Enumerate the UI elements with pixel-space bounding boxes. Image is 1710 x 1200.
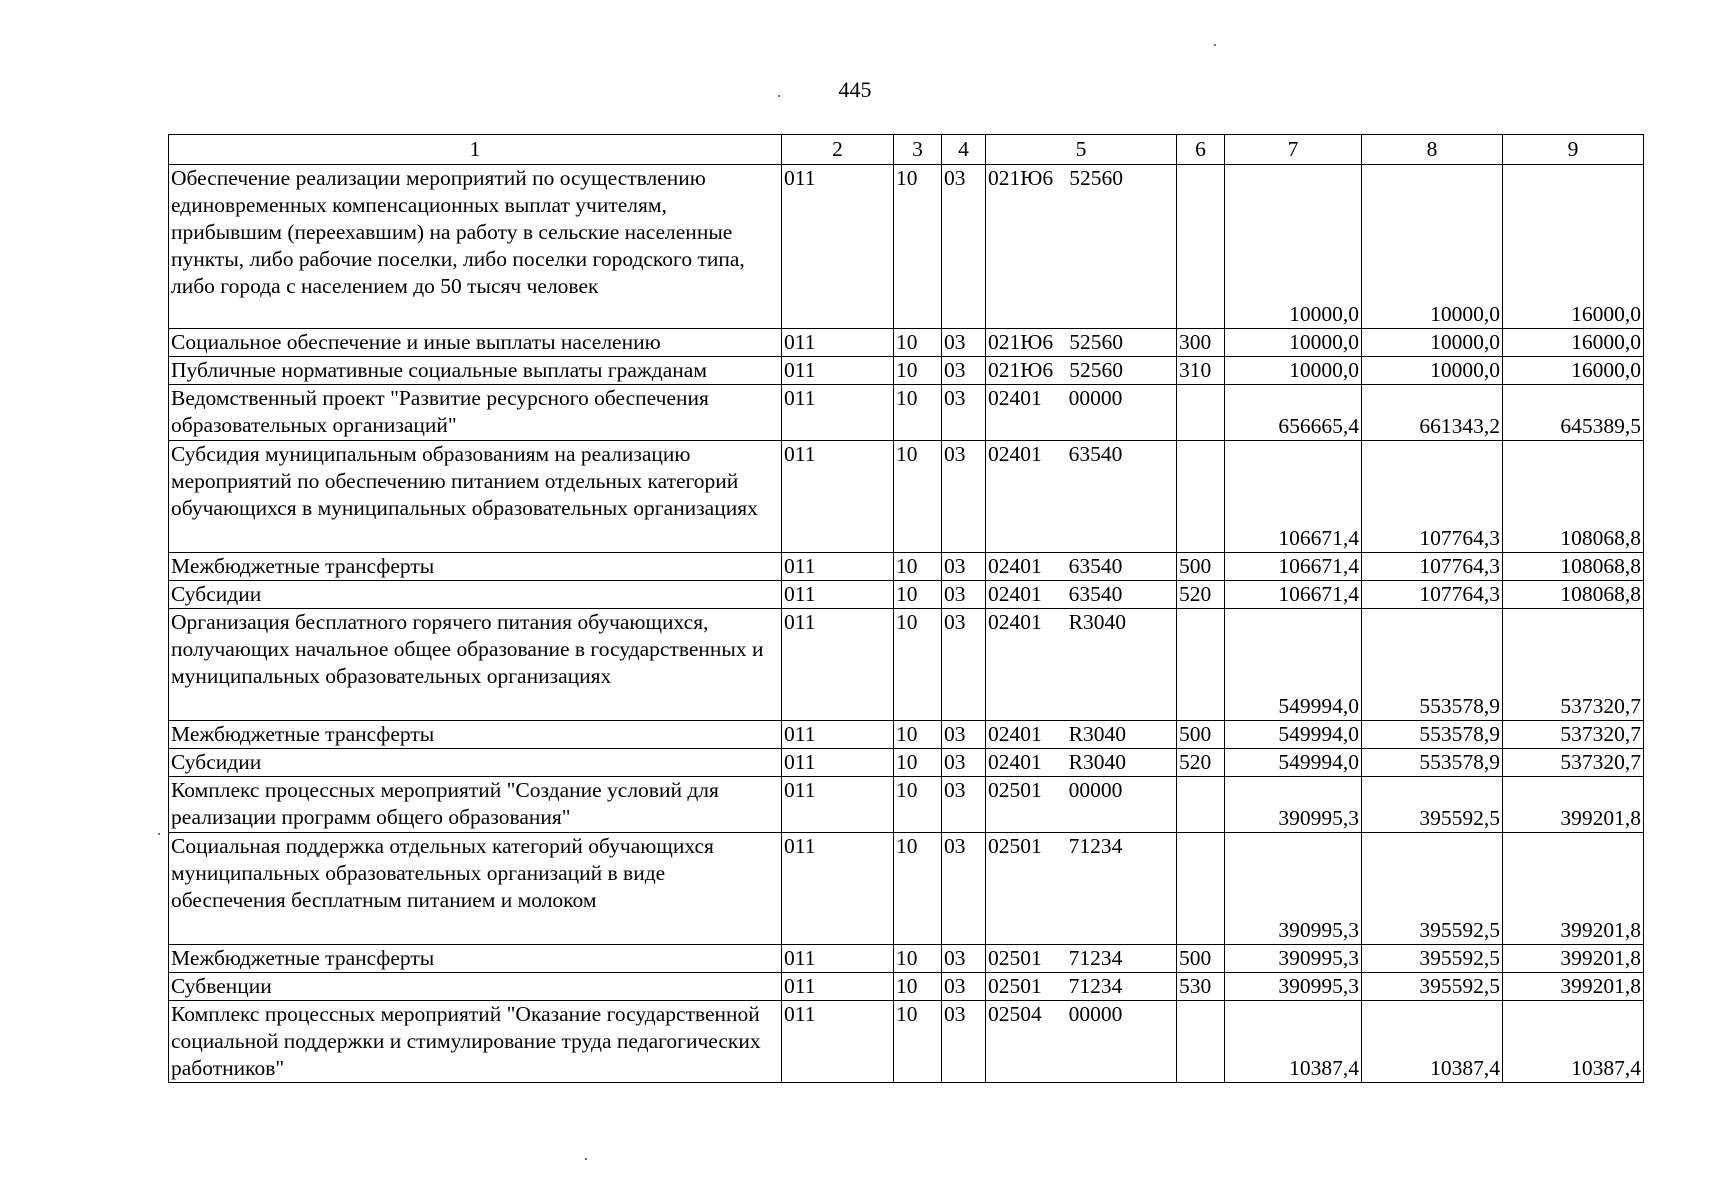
subsection-cell: 03 [942,721,986,749]
row-name-cell: Публичные нормативные социальные выплаты гражданам [169,357,782,385]
column-header: 6 [1177,135,1225,165]
amount-col7-cell: 10387,4 [1225,1001,1362,1083]
target-article-cell: 02401 R3040 [986,749,1177,777]
table-row [169,553,1644,581]
section-cell: 10 [894,553,942,581]
amount-col7-cell: 390995,3 [1225,973,1362,1001]
expense-type-cell: 310 [1177,357,1225,385]
row-name-cell: Ведомственный проект "Развитие ресурсного обеспечения образовательных организаций" [169,385,782,441]
table-row [169,777,1644,833]
section-cell: 10 [894,385,942,441]
table-row [169,609,1644,721]
subsection-cell: 03 [942,973,986,1001]
amount-col9-cell: 108068,8 [1503,441,1644,553]
expense-type-cell [1177,1001,1225,1083]
table-body [169,135,1644,1083]
section-cell: 10 [894,581,942,609]
row-name-cell: Межбюджетные трансферты [169,945,782,973]
table-row [169,1001,1644,1083]
amount-col8-cell: 10000,0 [1362,165,1503,329]
target-article-cell: 02401 63540 [986,553,1177,581]
amount-col9-cell: 537320,7 [1503,749,1644,777]
table-row [169,749,1644,777]
amount-col8-cell: 661343,2 [1362,385,1503,441]
section-cell: 10 [894,973,942,1001]
expense-type-cell [1177,777,1225,833]
table-row [169,945,1644,973]
expense-type-cell: 500 [1177,721,1225,749]
target-article-cell: 02401 63540 [986,441,1177,553]
table-row [169,357,1644,385]
target-article-cell: 021Ю6 52560 [986,329,1177,357]
target-article-cell: 02501 00000 [986,777,1177,833]
ministry-code-cell: 011 [782,441,894,553]
section-cell: 10 [894,945,942,973]
ministry-code-cell: 011 [782,945,894,973]
amount-col9-cell: 537320,7 [1503,609,1644,721]
row-name-cell: Субвенции [169,973,782,1001]
amount-col9-cell: 537320,7 [1503,721,1644,749]
table-row [169,721,1644,749]
amount-col9-cell: 645389,5 [1503,385,1644,441]
expense-type-cell: 530 [1177,973,1225,1001]
amount-col9-cell: 108068,8 [1503,553,1644,581]
column-header: 8 [1362,135,1503,165]
expense-type-cell: 520 [1177,749,1225,777]
amount-col8-cell: 107764,3 [1362,581,1503,609]
table-row [169,581,1644,609]
table-row [169,385,1644,441]
target-article-cell: 021Ю6 52560 [986,357,1177,385]
amount-col8-cell: 395592,5 [1362,973,1503,1001]
amount-col7-cell: 549994,0 [1225,749,1362,777]
expense-type-cell [1177,609,1225,721]
section-cell: 10 [894,1001,942,1083]
expense-type-cell [1177,165,1225,329]
amount-col7-cell: 390995,3 [1225,945,1362,973]
expense-type-cell [1177,441,1225,553]
section-cell: 10 [894,441,942,553]
table-row [169,329,1644,357]
ministry-code-cell: 011 [782,385,894,441]
target-article-cell: 021Ю6 52560 [986,165,1177,329]
amount-col7-cell: 106671,4 [1225,441,1362,553]
row-name-cell: Субсидия муниципальным образованиям на реализацию мероприятий по обеспечению питанием отдельных категорий обучающихся в муниципальных образовательных организациях [169,441,782,553]
subsection-cell: 03 [942,1001,986,1083]
target-article-cell: 02401 R3040 [986,721,1177,749]
subsection-cell: 03 [942,329,986,357]
amount-col9-cell: 399201,8 [1503,833,1644,945]
target-article-cell: 02401 63540 [986,581,1177,609]
expense-type-cell: 500 [1177,553,1225,581]
ministry-code-cell: 011 [782,833,894,945]
ministry-code-cell: 011 [782,357,894,385]
amount-col9-cell: 16000,0 [1503,329,1644,357]
amount-col8-cell: 553578,9 [1362,721,1503,749]
table-row [169,833,1644,945]
scan-speck [1214,44,1216,46]
subsection-cell: 03 [942,581,986,609]
amount-col8-cell: 10000,0 [1362,329,1503,357]
expense-type-cell: 520 [1177,581,1225,609]
column-header-row [169,135,1644,165]
row-name-cell: Межбюджетные трансферты [169,721,782,749]
target-article-cell: 02501 71234 [986,973,1177,1001]
subsection-cell: 03 [942,385,986,441]
row-name-cell: Организация бесплатного горячего питания обучающихся, получающих начальное общее образование в государственных и муниципальных образовательных организациях [169,609,782,721]
ministry-code-cell: 011 [782,777,894,833]
amount-col8-cell: 107764,3 [1362,441,1503,553]
column-header: 1 [169,135,782,165]
row-name-cell: Социальная поддержка отдельных категорий обучающихся муниципальных образовательных организаций в виде обеспечения бесплатным питанием и молоком [169,833,782,945]
subsection-cell: 03 [942,553,986,581]
table-row [169,973,1644,1001]
ministry-code-cell: 011 [782,1001,894,1083]
page-number: 445 [838,77,872,102]
subsection-cell: 03 [942,833,986,945]
amount-col8-cell: 10000,0 [1362,357,1503,385]
subsection-cell: 03 [942,945,986,973]
column-header: 3 [894,135,942,165]
scan-speck [585,1158,587,1160]
section-cell: 10 [894,357,942,385]
amount-col9-cell: 399201,8 [1503,945,1644,973]
amount-col7-cell: 10000,0 [1225,165,1362,329]
subsection-cell: 03 [942,609,986,721]
subsection-cell: 03 [942,357,986,385]
amount-col9-cell: 399201,8 [1503,973,1644,1001]
section-cell: 10 [894,609,942,721]
section-cell: 10 [894,777,942,833]
ministry-code-cell: 011 [782,329,894,357]
ministry-code-cell: 011 [782,721,894,749]
table-row [169,165,1644,329]
amount-col7-cell: 10000,0 [1225,329,1362,357]
ministry-code-cell: 011 [782,749,894,777]
target-article-cell: 02501 71234 [986,945,1177,973]
row-name-cell: Социальное обеспечение и иные выплаты населению [169,329,782,357]
amount-col8-cell: 395592,5 [1362,777,1503,833]
amount-col8-cell: 553578,9 [1362,749,1503,777]
amount-col8-cell: 395592,5 [1362,945,1503,973]
column-header: 5 [986,135,1177,165]
amount-col9-cell: 108068,8 [1503,581,1644,609]
row-name-cell: Комплекс процессных мероприятий "Создание условий для реализации программ общего образования" [169,777,782,833]
expense-type-cell: 300 [1177,329,1225,357]
ministry-code-cell: 011 [782,581,894,609]
target-article-cell: 02501 71234 [986,833,1177,945]
column-header: 7 [1225,135,1362,165]
amount-col7-cell: 549994,0 [1225,609,1362,721]
expense-type-cell [1177,385,1225,441]
subsection-cell: 03 [942,749,986,777]
target-article-cell: 02401 R3040 [986,609,1177,721]
subsection-cell: 03 [942,165,986,329]
row-name-cell: Субсидии [169,581,782,609]
amount-col7-cell: 390995,3 [1225,833,1362,945]
expense-type-cell [1177,833,1225,945]
column-header: 4 [942,135,986,165]
scan-speck [778,95,780,97]
column-header: 2 [782,135,894,165]
expense-type-cell: 500 [1177,945,1225,973]
section-cell: 10 [894,329,942,357]
ministry-code-cell: 011 [782,973,894,1001]
amount-col8-cell: 395592,5 [1362,833,1503,945]
section-cell: 10 [894,165,942,329]
row-name-cell: Межбюджетные трансферты [169,553,782,581]
amount-col8-cell: 107764,3 [1362,553,1503,581]
subsection-cell: 03 [942,777,986,833]
row-name-cell: Субсидии [169,749,782,777]
ministry-code-cell: 011 [782,165,894,329]
amount-col7-cell: 106671,4 [1225,581,1362,609]
budget-table [168,134,1644,1083]
amount-col8-cell: 553578,9 [1362,609,1503,721]
section-cell: 10 [894,721,942,749]
row-name-cell: Комплекс процессных мероприятий "Оказание государственной социальной поддержки и стимулирование труда педагогических работников" [169,1001,782,1083]
amount-col7-cell: 390995,3 [1225,777,1362,833]
amount-col7-cell: 549994,0 [1225,721,1362,749]
target-article-cell: 02401 00000 [986,385,1177,441]
amount-col9-cell: 16000,0 [1503,357,1644,385]
amount-col7-cell: 10000,0 [1225,357,1362,385]
table-row [169,441,1644,553]
subsection-cell: 03 [942,441,986,553]
target-article-cell: 02504 00000 [986,1001,1177,1083]
amount-col9-cell: 399201,8 [1503,777,1644,833]
amount-col9-cell: 10387,4 [1503,1001,1644,1083]
row-name-cell: Обеспечение реализации мероприятий по осуществлению единовременных компенсационных выплат учителям, прибывшим (переехавшим) на работу в сельские населенные пункты, либо рабочие поселки, либо поселки городского типа, либо города с населением до 50 тысяч человек [169,165,782,329]
ministry-code-cell: 011 [782,553,894,581]
section-cell: 10 [894,833,942,945]
section-cell: 10 [894,749,942,777]
ministry-code-cell: 011 [782,609,894,721]
amount-col7-cell: 106671,4 [1225,553,1362,581]
scan-speck [158,833,160,835]
amount-col9-cell: 16000,0 [1503,165,1644,329]
amount-col8-cell: 10387,4 [1362,1001,1503,1083]
column-header: 9 [1503,135,1644,165]
amount-col7-cell: 656665,4 [1225,385,1362,441]
